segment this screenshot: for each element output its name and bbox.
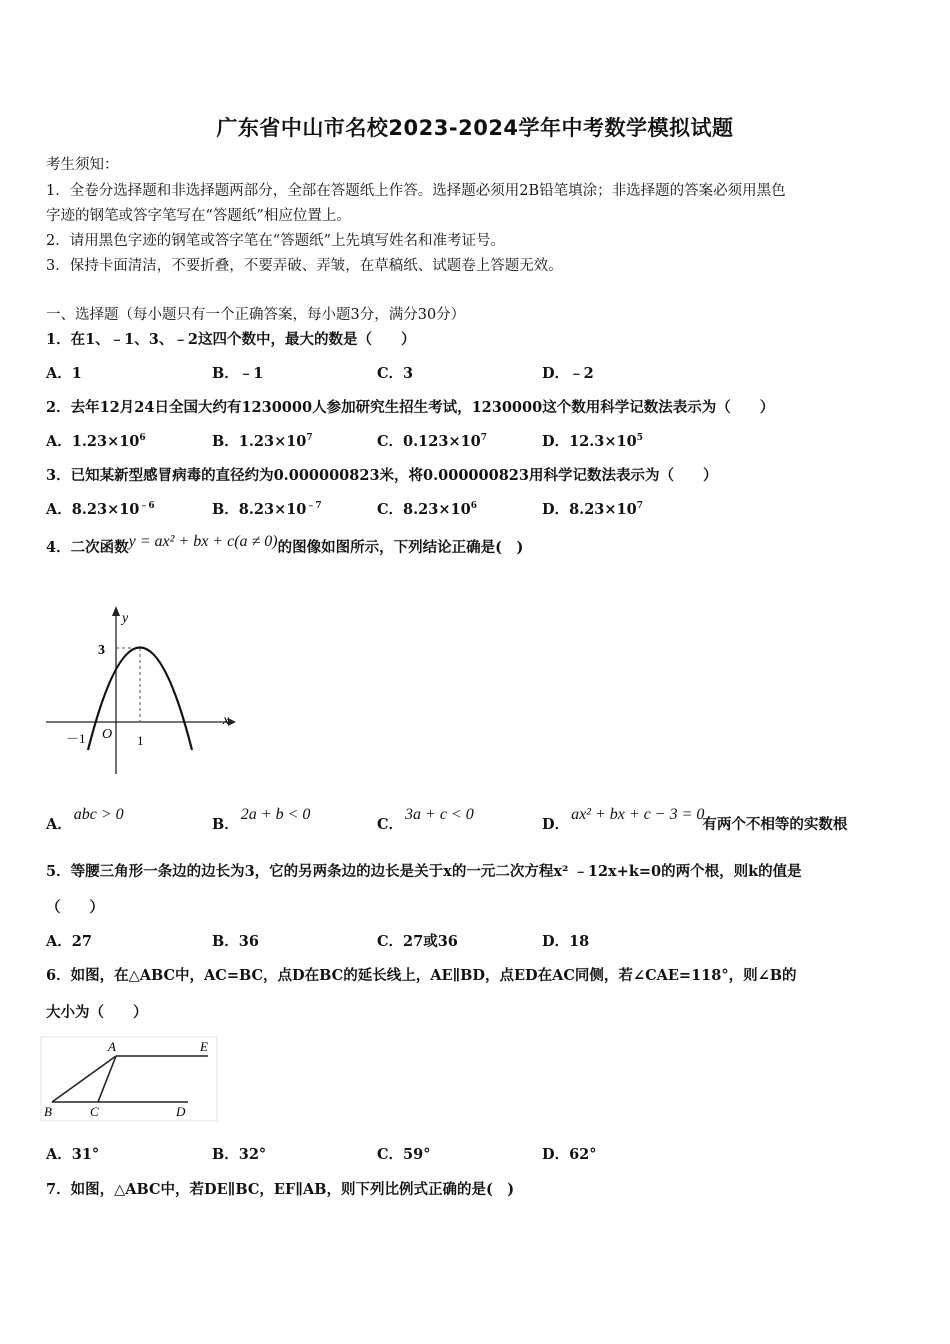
q4-stem: 4．二次函数y = ax² + bx + c(a ≠ 0)的图像如图所示，下列结论正确是( ) [46,533,524,556]
q4-option-b: B．2a + b < 0 [212,806,311,833]
point-d-label: D [176,1104,186,1119]
q3-stem: 3．已知某新型感冒病毒的直径约为0.000000823米，将0.000000823用科学记数法表示为（ ） [46,467,718,484]
q2-stem: 2．去年12月24日全国大约有1230000人参加研究生招生考试，1230000这个数用科学记数法表示为（ ） [46,399,775,416]
q3-option-d: D．$8.23\times 10^7$ [542,501,643,518]
point-c-label: C [90,1104,99,1119]
q4-option-c: C．3a + c < 0 [377,806,474,833]
q5-option-b: B．36 [212,933,259,950]
q3-option-c: C．$8.23\times 10^6$ [377,501,477,518]
parabola-graph [40,600,240,780]
q6-option-b: B．32° [212,1146,267,1163]
page-title: 广东省中山市名校2023-2024学年中考数学模拟试题 [216,116,734,140]
q1-option-c: C．3 [377,365,414,382]
q5-stem-b: （ ） [46,899,104,916]
x-tick-neg1: －1 [66,731,86,746]
q2-option-a: A．$1.23\times 10^6$ [46,433,146,450]
y-tick-3: 3 [98,643,105,658]
q6-stem-a: 6．如图，在△ABC中，AC=BC，点D在BC的延长线上，AE∥BD，点ED在AC同侧，若∠CAE=118°，则∠B的 [46,967,797,984]
q1-stem: 1．在1、﹣1、3、﹣2这四个数中，最大的数是（ ） [46,331,416,348]
q5-stem-a: 5．等腰三角形一条边的边长为3，它的另两条边的边长是关于x的一元二次方程x² ﹣12x+k=0的两个根，则k的值是 [46,863,802,880]
q1-option-a: A．1 [46,365,82,382]
q1-option-d: D．﹣2 [542,365,594,382]
q5-option-d: D．18 [542,933,590,950]
q4-option-a: A．abc > 0 [46,806,124,833]
q4-formula: y = ax² + bx + c(a ≠ 0) [128,533,278,550]
section-heading: 一、选择题（每小题只有一个正确答案，每小题3分，满分30分） [46,307,466,323]
x-axis-label: x [223,713,230,728]
q2-option-b: B．$1.23\times 10^7$ [212,433,313,450]
q1-option-b: B．﹣1 [212,365,264,382]
notice-line-1a: 1．全卷分选择题和非选择题两部分，全部在答题纸上作答。选择题必须用2B铅笔填涂；非选择题的答案必须用黑色 [46,183,786,199]
triangle-figure [40,1036,220,1124]
notice-line-3: 3．保持卡面清洁，不要折叠，不要弄破、弄皱，在草稿纸、试题卷上答题无效。 [46,258,563,274]
q5-option-c: C．27或36 [377,933,458,950]
q3-option-b: B．$8.23\times 10^{﹣7}$ [212,501,322,518]
q3-option-a: A．$8.23\times 10^{﹣6}$ [46,501,155,518]
q6-stem-b: 大小为（ ） [46,1004,148,1021]
point-b-label: B [44,1104,52,1119]
point-e-label: E [200,1039,208,1054]
q5-option-a: A．27 [46,933,92,950]
notice-line-1b: 字迹的钢笔或答字笔写在“答题纸”相应位置上。 [46,208,351,224]
notice-line-2: 2．请用黑色字迹的钢笔或答字笔在“答题纸”上先填写姓名和准考证号。 [46,233,506,249]
q6-option-c: C．59° [377,1146,431,1163]
x-tick-1: 1 [137,733,144,748]
q6-option-a: A．31° [46,1146,100,1163]
point-a-label: A [108,1039,116,1054]
q6-option-d: D．62° [542,1146,597,1163]
q7-stem: 7．如图，△ABC中，若DE∥BC，EF∥AB，则下列比例式正确的是( ) [46,1181,515,1198]
q2-option-c: C．$0.123\times 10^7$ [377,433,488,450]
origin-label: O [102,727,113,742]
notice-heading: 考生须知： [46,157,119,173]
q2-option-d: D．$12.3\times 10^5$ [542,433,643,450]
q4-option-d: D．ax² + bx + c − 3 = 0有两个不相等的实数根 [542,806,848,833]
y-axis-label: y [122,611,129,626]
